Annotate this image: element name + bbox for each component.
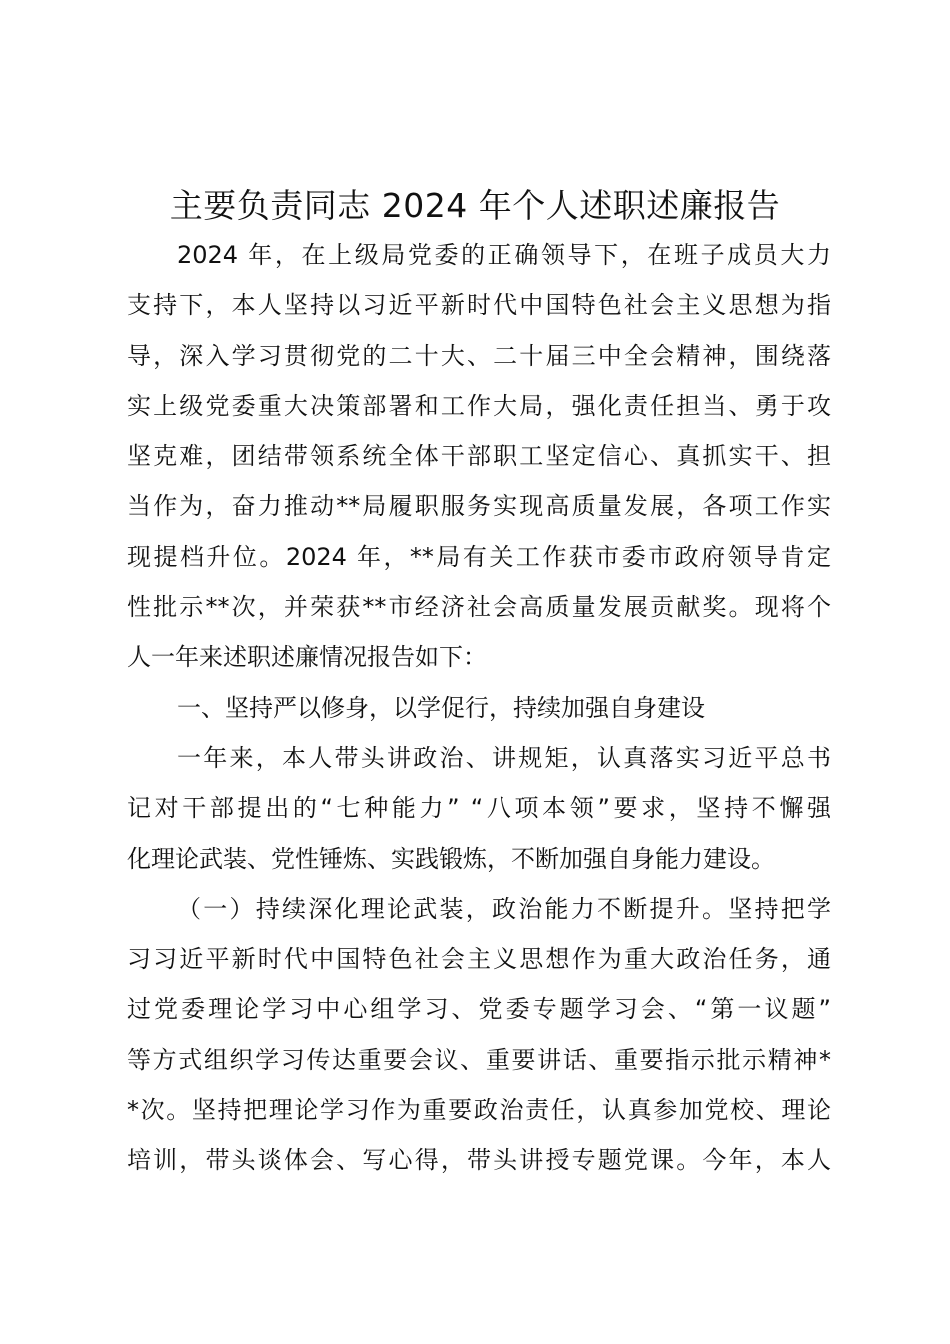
body-line: 导，深入学习贯彻党的二十大、二十届三中全会精神，围绕落	[127, 341, 831, 370]
body-line: 习习近平新时代中国特色社会主义思想作为重大政治任务，通	[127, 945, 831, 974]
body-line: 记对干部提出的“七种能力” “八项本领”要求，坚持不懈强	[127, 794, 831, 823]
body-line: 过党委理论学习中心组学习、党委专题学习会、“第一议题”	[127, 995, 831, 1024]
body-line: （一）持续深化理论武装，政治能力不断提升。坚持把学	[177, 894, 831, 923]
body-line: 化理论武装、党性锤炼、实践锻炼，不断加强自身能力建设。	[127, 844, 775, 873]
body-line: 一年来，本人带头讲政治、讲规矩，认真落实习近平总书	[177, 743, 831, 772]
body-line: 等方式组织学习传达重要会议、重要讲话、重要指示批示精神*	[127, 1045, 831, 1074]
body-line: 坚克难，团结带领系统全体干部职工坚定信心、真抓实干、担	[127, 442, 831, 471]
body-line: 性批示**次，并荣获**市经济社会高质量发展贡献奖。现将个	[127, 593, 831, 622]
document-body	[127, 230, 831, 1186]
body-line: 支持下，本人坚持以习近平新时代中国特色社会主义思想为指	[127, 291, 831, 320]
body-line: 2024 年，在上级局党委的正确领导下，在班子成员大力	[177, 241, 831, 269]
document-title: 主要负责同志 2024 年个人述职述廉报告	[169, 186, 781, 225]
body-line: 当作为，奋力推动**局履职服务实现高质量发展，各项工作实	[127, 492, 831, 521]
body-line: 实上级党委重大决策部署和工作大局，强化责任担当、勇于攻	[127, 391, 831, 420]
body-line: 培训，带头谈体会、写心得，带头讲授专题党课。今年，本人	[127, 1146, 831, 1175]
section-heading: 一、坚持严以修身，以学促行，持续加强自身建设	[177, 693, 705, 722]
body-line: 人一年来述职述廉情况报告如下：	[127, 643, 487, 672]
body-line: 现提档升位。2024 年，**局有关工作获市委市政府领导肯定	[127, 542, 831, 571]
body-line: *次。坚持把理论学习作为重要政治责任，认真参加党校、理论	[127, 1096, 831, 1125]
